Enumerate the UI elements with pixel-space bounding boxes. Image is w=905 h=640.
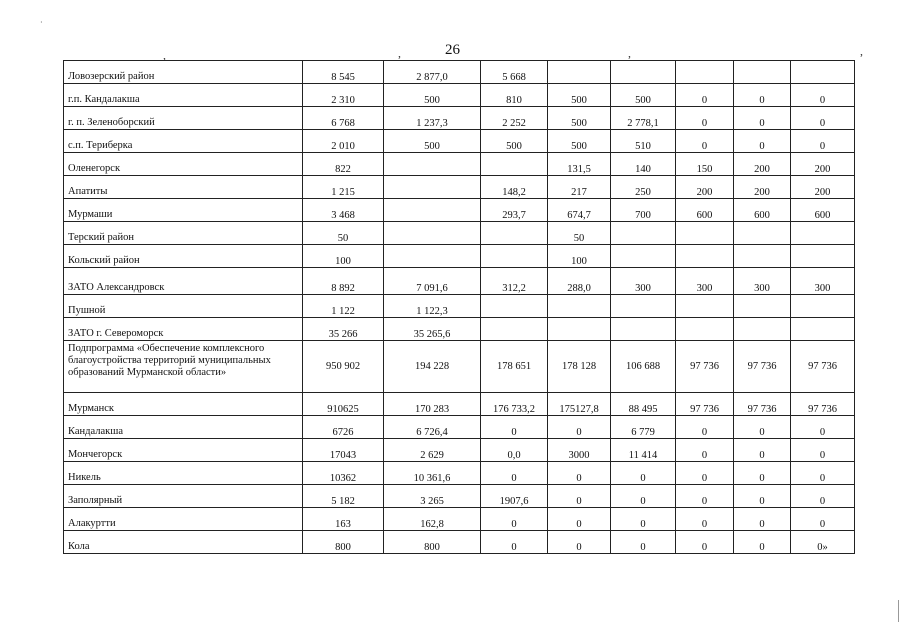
row-label: Пушной	[64, 295, 303, 318]
row-label: Кола	[64, 531, 303, 554]
table-cell: 600	[676, 199, 734, 222]
table-cell	[611, 61, 676, 84]
table-cell: 35 265,6	[384, 318, 481, 341]
table-cell: 50	[548, 222, 611, 245]
table-cell: 300	[676, 268, 734, 295]
table-cell	[548, 295, 611, 318]
table-cell: 6 726,4	[384, 416, 481, 439]
table-cell: 6726	[303, 416, 384, 439]
table-cell: 163	[303, 508, 384, 531]
row-label: с.п. Териберка	[64, 130, 303, 153]
table-cell	[611, 318, 676, 341]
scan-mark: ,	[163, 48, 166, 62]
table-cell: 176 733,2	[481, 393, 548, 416]
table-cell: 97 736	[734, 393, 791, 416]
table-cell	[791, 61, 855, 84]
table-cell: 950 902	[303, 341, 384, 393]
row-label: Ловозерский район	[64, 61, 303, 84]
table-cell: 3 265	[384, 485, 481, 508]
table-cell: 500	[384, 84, 481, 107]
table-row	[64, 485, 855, 508]
table-row	[64, 245, 855, 268]
table-row	[64, 416, 855, 439]
table-cell: 3000	[548, 439, 611, 462]
table-cell: 0	[734, 485, 791, 508]
table-cell	[611, 295, 676, 318]
table-cell: 5 668	[481, 61, 548, 84]
table-cell: 0	[611, 485, 676, 508]
scan-mark: ,	[860, 44, 863, 58]
table-cell: 510	[611, 130, 676, 153]
row-label: Кандалакша	[64, 416, 303, 439]
table-cell	[791, 318, 855, 341]
table-cell: 5 182	[303, 485, 384, 508]
table-cell: 1 122,3	[384, 295, 481, 318]
table-cell	[481, 245, 548, 268]
table-cell: 131,5	[548, 153, 611, 176]
table-cell: 0	[611, 462, 676, 485]
table-cell: 200	[791, 153, 855, 176]
table-row	[64, 130, 855, 153]
row-label: Оленегорск	[64, 153, 303, 176]
table-cell	[734, 61, 791, 84]
scan-mark: ,	[398, 46, 401, 60]
table-cell	[384, 199, 481, 222]
table-cell: 500	[384, 130, 481, 153]
table-cell: 97 736	[734, 341, 791, 393]
table-cell	[611, 222, 676, 245]
table-cell: 0	[734, 107, 791, 130]
table-cell: 0	[548, 508, 611, 531]
table-cell: 500	[548, 130, 611, 153]
table-row	[64, 341, 855, 393]
row-label: Мурманск	[64, 393, 303, 416]
table-cell: 1 122	[303, 295, 384, 318]
table-cell: 1907,6	[481, 485, 548, 508]
table-cell: 312,2	[481, 268, 548, 295]
table-cell	[791, 245, 855, 268]
table-cell: 2 010	[303, 130, 384, 153]
table-cell: 2 310	[303, 84, 384, 107]
table-row	[64, 393, 855, 416]
table-row	[64, 176, 855, 199]
table-cell: 0	[611, 508, 676, 531]
table-cell: 0	[734, 416, 791, 439]
table-cell: 674,7	[548, 199, 611, 222]
table-cell: 170 283	[384, 393, 481, 416]
table-cell: 175127,8	[548, 393, 611, 416]
table-cell: 0	[548, 485, 611, 508]
scan-edge-mark	[898, 600, 899, 622]
table-cell: 10362	[303, 462, 384, 485]
table-cell: 910625	[303, 393, 384, 416]
row-label: ЗАТО г. Североморск	[64, 318, 303, 341]
table-cell: 8 545	[303, 61, 384, 84]
table-cell: 0	[676, 508, 734, 531]
table-cell	[481, 295, 548, 318]
table-cell: 288,0	[548, 268, 611, 295]
table-cell: 50	[303, 222, 384, 245]
table-row	[64, 268, 855, 295]
table-cell: 178 651	[481, 341, 548, 393]
table-cell	[676, 61, 734, 84]
table-cell: 250	[611, 176, 676, 199]
table-cell: 0	[791, 416, 855, 439]
table-cell: 500	[611, 84, 676, 107]
table-cell	[734, 295, 791, 318]
table-cell: 300	[611, 268, 676, 295]
table-cell: 600	[734, 199, 791, 222]
table-cell: 600	[791, 199, 855, 222]
table-cell: 0	[481, 462, 548, 485]
table-cell: 0	[791, 439, 855, 462]
table-cell	[676, 245, 734, 268]
table-cell: 97 736	[676, 341, 734, 393]
table-cell: 0	[676, 439, 734, 462]
table-cell: 822	[303, 153, 384, 176]
row-label: Мурмаши	[64, 199, 303, 222]
table-cell	[384, 245, 481, 268]
table-cell	[481, 318, 548, 341]
table-cell: 100	[303, 245, 384, 268]
table-cell: 0	[791, 462, 855, 485]
table-cell: 0	[611, 531, 676, 554]
table-cell: 0	[791, 485, 855, 508]
table-cell: 97 736	[791, 393, 855, 416]
row-label: Мончегорск	[64, 439, 303, 462]
table-cell: 0	[734, 439, 791, 462]
table-cell: 100	[548, 245, 611, 268]
table-cell: 0,0	[481, 439, 548, 462]
table-cell: 200	[676, 176, 734, 199]
table-cell: 148,2	[481, 176, 548, 199]
table-cell: 2 252	[481, 107, 548, 130]
row-label: Подпрограмма «Обеспечение комплексного благоустройства территорий муниципальных образований Мурманской области»	[64, 341, 303, 393]
table-cell: 6 768	[303, 107, 384, 130]
row-label: г. п. Зеленоборский	[64, 107, 303, 130]
row-label: Заполярный	[64, 485, 303, 508]
scan-speck: ·	[40, 18, 43, 27]
table-cell: 10 361,6	[384, 462, 481, 485]
table-cell: 7 091,6	[384, 268, 481, 295]
table-cell: 0	[481, 531, 548, 554]
table-cell: 500	[548, 84, 611, 107]
table-cell: 97 736	[791, 341, 855, 393]
row-label: г.п. Кандалакша	[64, 84, 303, 107]
table-cell: 0	[481, 508, 548, 531]
table-cell: 3 468	[303, 199, 384, 222]
scan-mark: ,	[628, 46, 631, 60]
table-cell	[791, 295, 855, 318]
table-cell	[676, 295, 734, 318]
table-cell	[548, 318, 611, 341]
table-cell	[611, 245, 676, 268]
table-cell: 0	[734, 508, 791, 531]
table-cell: 500	[481, 130, 548, 153]
page-number: 26	[445, 42, 460, 58]
table-cell: 0	[676, 130, 734, 153]
table-row	[64, 84, 855, 107]
row-label: ЗАТО Александровск	[64, 268, 303, 295]
table-row	[64, 531, 855, 554]
table-row	[64, 107, 855, 130]
table-cell: 88 495	[611, 393, 676, 416]
table-row	[64, 462, 855, 485]
table-cell: 6 779	[611, 416, 676, 439]
table-cell	[734, 318, 791, 341]
table-cell: 17043	[303, 439, 384, 462]
table-cell: 2 778,1	[611, 107, 676, 130]
table-cell: 217	[548, 176, 611, 199]
table-row	[64, 439, 855, 462]
table-cell: 0	[676, 416, 734, 439]
table-cell	[676, 318, 734, 341]
table-cell: 178 128	[548, 341, 611, 393]
row-label: Кольский район	[64, 245, 303, 268]
table-cell: 293,7	[481, 199, 548, 222]
table-cell: 200	[734, 176, 791, 199]
table-cell: 0	[548, 416, 611, 439]
table-cell: 200	[791, 176, 855, 199]
table-cell: 35 266	[303, 318, 384, 341]
table-cell: 500	[548, 107, 611, 130]
table-cell: 150	[676, 153, 734, 176]
table-row	[64, 318, 855, 341]
table-row	[64, 295, 855, 318]
row-label: Терский район	[64, 222, 303, 245]
table-cell: 0	[791, 107, 855, 130]
row-label: Никель	[64, 462, 303, 485]
budget-table	[63, 60, 855, 554]
table-cell: 2 629	[384, 439, 481, 462]
table-row	[64, 153, 855, 176]
table-cell	[481, 222, 548, 245]
table-cell: 1 237,3	[384, 107, 481, 130]
table-cell	[734, 245, 791, 268]
table-cell: 194 228	[384, 341, 481, 393]
table-row	[64, 61, 855, 84]
table-cell: 0	[481, 416, 548, 439]
table-cell: 0	[734, 531, 791, 554]
table-cell: 300	[734, 268, 791, 295]
table-cell: 0	[676, 531, 734, 554]
table-cell: 0	[676, 84, 734, 107]
table-cell: 200	[734, 153, 791, 176]
table-cell: 1 215	[303, 176, 384, 199]
table-cell: 11 414	[611, 439, 676, 462]
table-cell	[791, 222, 855, 245]
table-cell: 700	[611, 199, 676, 222]
table-cell	[676, 222, 734, 245]
table-cell: 0	[676, 107, 734, 130]
table-cell: 0	[791, 508, 855, 531]
table-cell	[481, 153, 548, 176]
table-cell	[384, 153, 481, 176]
table-cell: 800	[303, 531, 384, 554]
table-cell: 106 688	[611, 341, 676, 393]
table-cell	[384, 176, 481, 199]
table-cell: 162,8	[384, 508, 481, 531]
table-cell: 0»	[791, 531, 855, 554]
table-cell: 0	[734, 130, 791, 153]
table-cell	[384, 222, 481, 245]
table-cell: 0	[734, 462, 791, 485]
row-label: Алакуртти	[64, 508, 303, 531]
table-cell: 0	[734, 84, 791, 107]
table-row	[64, 508, 855, 531]
table-cell: 2 877,0	[384, 61, 481, 84]
table-cell: 810	[481, 84, 548, 107]
table-cell: 300	[791, 268, 855, 295]
table-cell: 0	[791, 130, 855, 153]
table-cell	[548, 61, 611, 84]
table-cell: 0	[548, 462, 611, 485]
table-cell: 8 892	[303, 268, 384, 295]
table-cell: 140	[611, 153, 676, 176]
table-cell: 0	[548, 531, 611, 554]
table-body	[64, 61, 855, 554]
table-row	[64, 199, 855, 222]
row-label: Апатиты	[64, 176, 303, 199]
table-cell: 0	[676, 462, 734, 485]
table-row	[64, 222, 855, 245]
table-cell	[734, 222, 791, 245]
table-cell: 0	[791, 84, 855, 107]
table-cell: 800	[384, 531, 481, 554]
table-cell: 0	[676, 485, 734, 508]
table-cell: 97 736	[676, 393, 734, 416]
